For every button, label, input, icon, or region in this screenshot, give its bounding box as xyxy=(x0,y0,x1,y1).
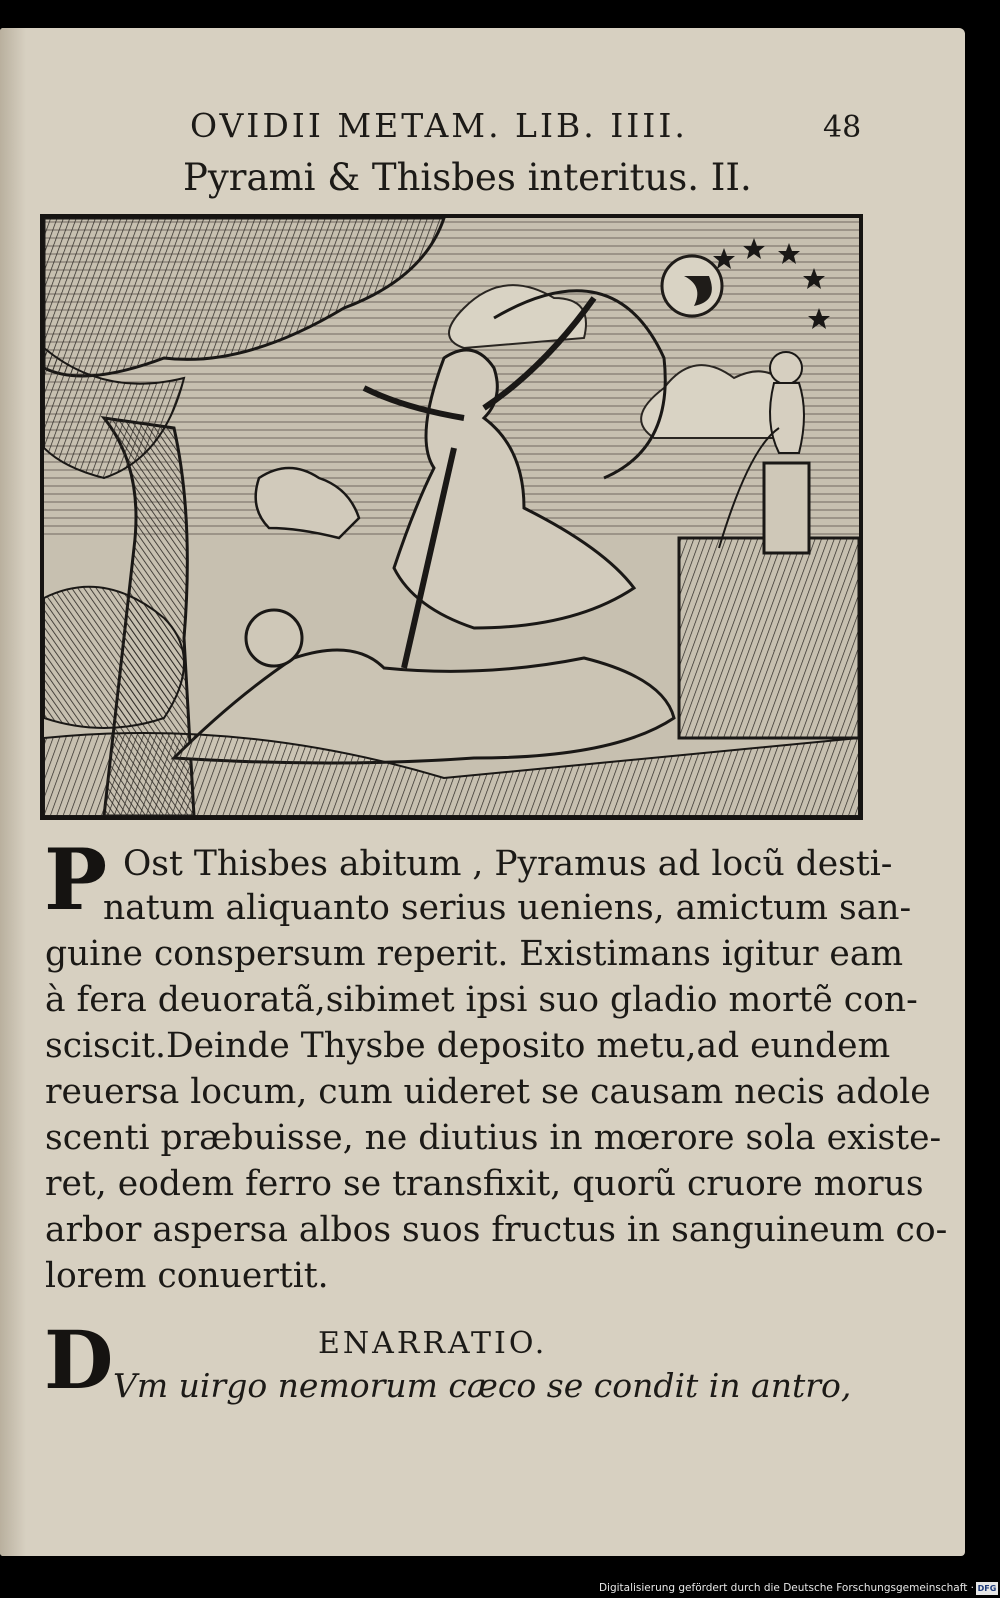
digitization-credit: Digitalisierung gefördert durch die Deutsche Forschungsgemeinschaft · xyxy=(598,1582,974,1594)
verse-line: Vm uirgo nemorum cæco se condit in antro, xyxy=(113,1366,852,1405)
text-line: lorem conuertit. xyxy=(45,1256,329,1296)
book-page xyxy=(0,28,965,1556)
text-line: natum aliquanto serius ueniens, amictum san- xyxy=(103,888,912,928)
text-line: reuersa locum, cum uideret se causam necis adole xyxy=(45,1072,931,1112)
text-line: sciscit.Deinde Thysbe deposito metu,ad eundem xyxy=(45,1026,891,1066)
running-title: OVIDII METAM. LIB. IIII. xyxy=(190,106,688,145)
section-title: Pyrami & Thisbes interitus. II. xyxy=(183,156,752,199)
text-line: scenti præbuisse, ne diutius in mœrore sola existe- xyxy=(45,1118,942,1158)
page-number: 48 xyxy=(823,110,862,145)
text-line: ret, eodem ferro se transfixit, quorũ cruore morus xyxy=(45,1164,924,1204)
text-line: arbor aspersa albos suos fructus in sanguineum co- xyxy=(45,1210,948,1250)
text-line: Ost Thisbes abitum , Pyramus ad locũ desti- xyxy=(123,844,893,884)
dfg-logo: DFG xyxy=(977,1584,997,1593)
text-line: à fera deuoratã,sibimet ipsi suo gladio mortẽ con- xyxy=(45,980,918,1020)
text-line: guine conspersum reperit. Existimans igitur eam xyxy=(45,934,904,974)
drop-capital-d: D xyxy=(44,1313,114,1407)
woodcut-pyramus-thisbe-icon xyxy=(44,218,859,816)
enarratio-heading: ENARRATIO. xyxy=(318,1326,548,1361)
drop-capital-p: P xyxy=(44,830,108,929)
woodcut-illustration xyxy=(40,214,863,820)
